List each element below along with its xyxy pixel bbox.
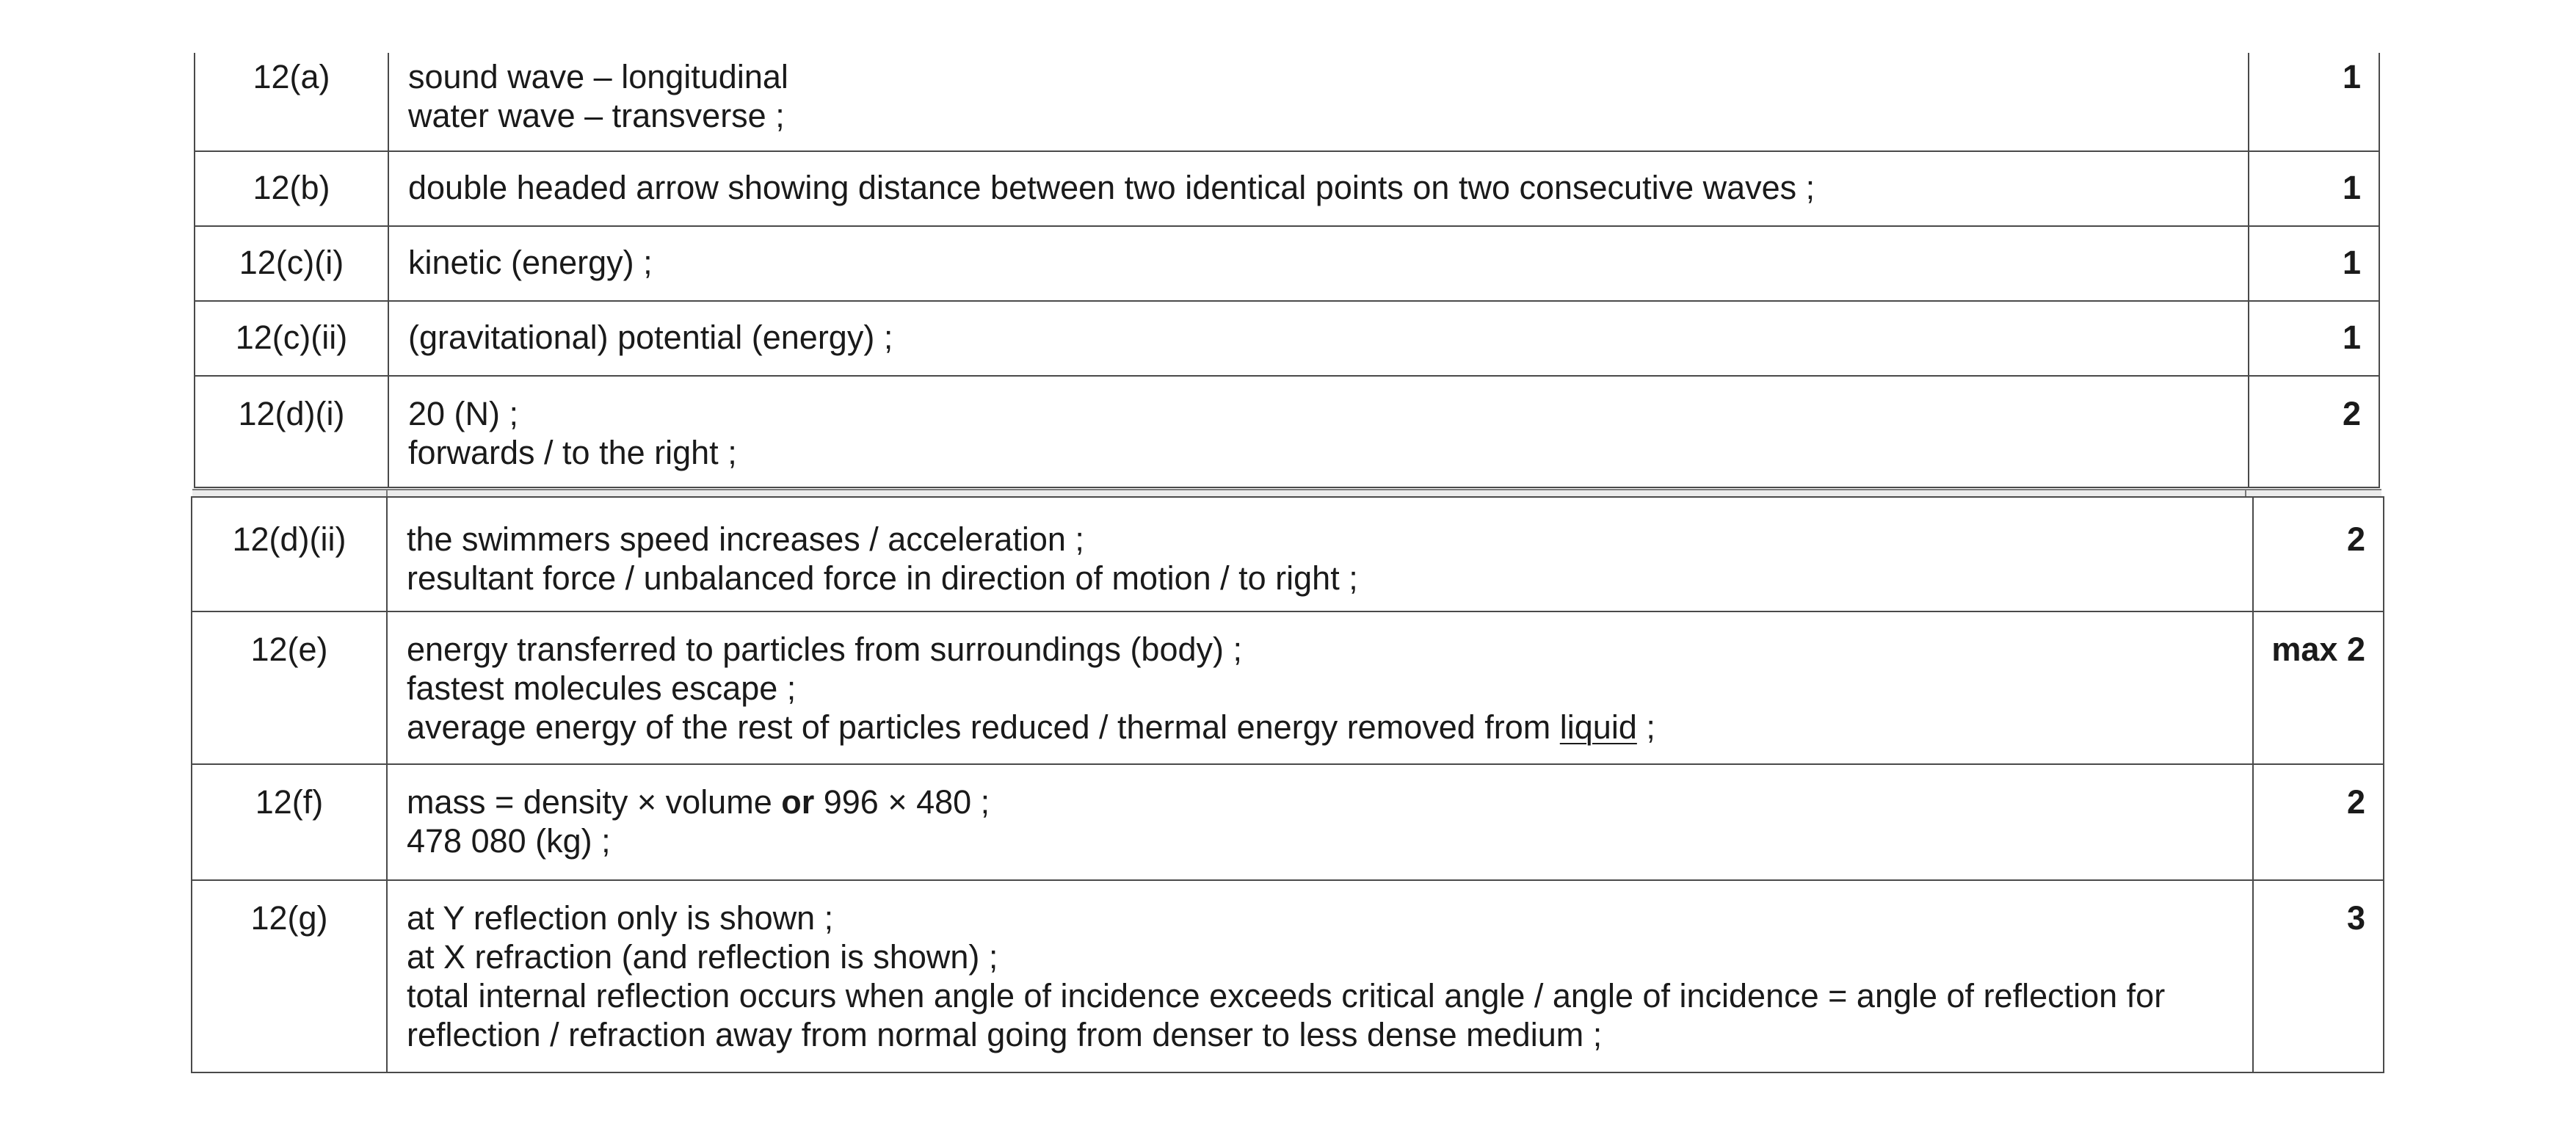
answer-line: 478 080 (kg) ; [407,822,611,860]
table-row [195,301,2379,376]
answer-text: mass = density × volume [407,783,782,821]
answer-cell [388,226,2249,301]
answer-line [407,708,2233,747]
question-label: 12(a) [253,58,330,95]
question-label: 12(c)(i) [239,244,344,281]
marks-cell [2253,880,2384,1072]
marks-cell [2253,497,2384,611]
answer-line: 20 (N) ; [408,395,519,432]
question-label: 12(d)(i) [238,395,345,432]
question-number [195,301,388,376]
table-row [195,151,2379,226]
question-number [192,497,387,611]
answer-cell [388,53,2249,151]
answer-cell [387,764,2253,880]
answer-line: at X refraction (and reflection is shown) ; [407,938,998,976]
answer-line: sound wave – longitudinal [408,58,788,95]
question-label: 12(g) [250,899,328,937]
answer-line: forwards / to the right ; [408,434,737,471]
marks-value: max 2 [2271,631,2365,668]
question-label: 12(e) [250,631,328,668]
question-label: 12(b) [253,169,330,206]
marks-cell [2253,611,2384,764]
question-number [195,376,388,487]
answer-line: fastest molecules escape ; [407,669,797,707]
answer-cell [388,301,2249,376]
table-row [192,764,2384,880]
table-row [192,497,2384,611]
marks-value: 1 [2342,58,2361,95]
answer-cell [387,611,2253,764]
marks-cell [2249,53,2379,151]
answer-line: water wave – transverse ; [408,97,785,134]
answer-line: (gravitational) potential (energy) ; [408,319,893,356]
question-number [195,226,388,301]
answer-line: at Y reflection only is shown ; [407,899,834,937]
answer-text: ; [1636,708,1655,746]
table-row [195,376,2379,487]
marks-cell [2249,151,2379,226]
marks-value: 1 [2342,244,2361,281]
marks-cell [2249,376,2379,487]
marks-value: 2 [2342,395,2361,432]
mark-scheme-table-upper [194,53,2380,488]
marks-value: 3 [2346,899,2365,937]
marks-value: 1 [2342,319,2361,356]
answer-cell [388,376,2249,487]
answer-cell [387,880,2253,1072]
question-number [195,151,388,226]
answer-line: total internal reflection occurs when angle of incidence exceeds critical angle / angle of incidence = angle of reflection for reflection / refraction away from normal going from denser to less dense medium ; [407,977,2166,1053]
table-row [192,880,2384,1072]
bold-keyword: or [781,783,815,821]
marks-cell [2249,301,2379,376]
question-label: 12(c)(ii) [235,319,348,356]
answer-line: kinetic (energy) ; [408,244,653,281]
marks-value: 2 [2346,783,2365,821]
question-number [192,764,387,880]
question-number [192,880,387,1072]
question-number [195,53,388,151]
marks-value: 2 [2346,520,2365,558]
table-row [195,53,2379,151]
answer-cell [388,151,2249,226]
answer-line [407,783,2233,821]
answer-line: resultant force / unbalanced force in direction of motion / to right ; [407,559,1358,597]
answer-cell [387,497,2253,611]
answer-text: average energy of the rest of particles reduced / thermal energy removed from [407,708,1560,746]
answer-text: 996 × 480 ; [814,783,990,821]
question-number [192,611,387,764]
marks-value: 1 [2342,169,2361,206]
answer-line: energy transferred to particles from surroundings (body) ; [407,631,1243,668]
answer-line: double headed arrow showing distance between two identical points on two consecutive waves ; [408,169,1815,206]
table-row [192,611,2384,764]
table-row [195,226,2379,301]
question-label: 12(f) [255,783,324,821]
marks-cell [2249,226,2379,301]
answer-line: the swimmers speed increases / acceleration ; [407,520,1084,558]
marks-cell [2253,764,2384,880]
underlined-keyword: liquid [1559,708,1637,746]
mark-scheme-table-lower [191,496,2384,1073]
question-label: 12(d)(ii) [232,520,347,558]
